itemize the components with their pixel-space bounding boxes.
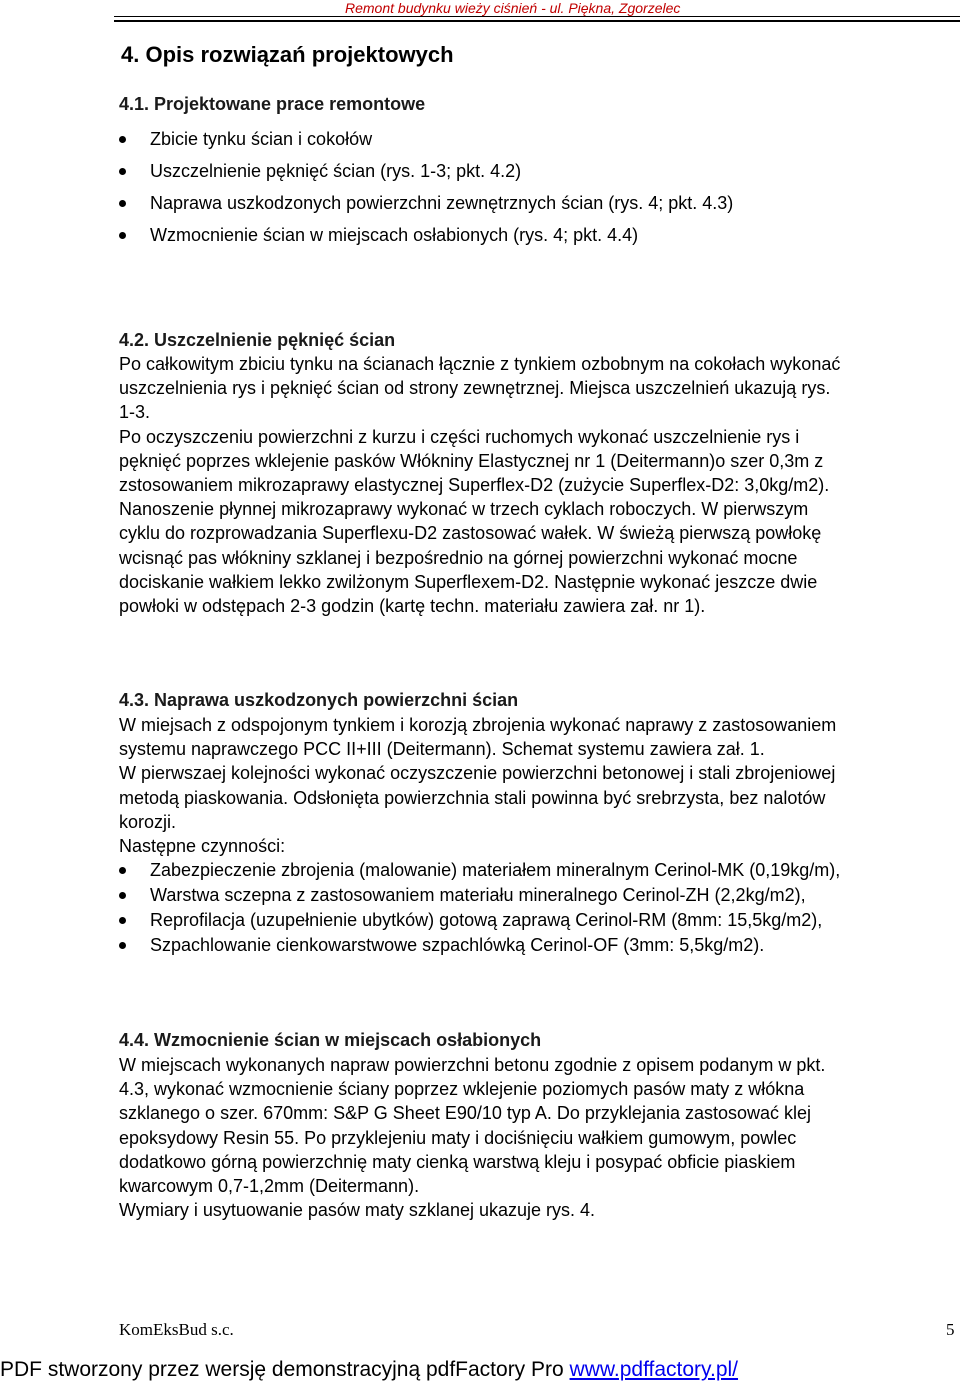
chapter-title: 4. Opis rozwiązań projektowych bbox=[121, 42, 454, 67]
bullet-icon bbox=[119, 232, 126, 239]
list-item: Szpachlowanie cienkowarstwowe szpachlówką Cerinol-OF (3mm: 5,5kg/m2). bbox=[119, 933, 960, 958]
list-item: Reprofilacja (uzupełnienie ubytków) gotową zaprawą Cerinol-RM (8mm: 15,5kg/m2), bbox=[119, 908, 960, 933]
bullet-icon bbox=[119, 892, 126, 899]
footer-page-number: 5 bbox=[946, 1320, 955, 1339]
footer-company: KomEksBud s.c. bbox=[119, 1320, 234, 1339]
section-4-4-body: W miejscach wykonanych napraw powierzchni betonu zgodnie z opisem podanym w pkt. 4.3, wykonać wzmocnienie ściany poprzez wklejenie poziomych pasów maty z włókna szklanego o szer. 670mm: S&P G Sheet E90/10 typ A. Do przyklejania zastosować klej epoksydowy Resin 55. Po przyklejeniu maty i dociśnięciu wałkiem gumowym, powlec dodatkowo górną powierzchnię maty cienką warstwą kleju i posypać obficie piaskiem kwarcowym 0,7-1,2mm (Deitermann). Wymiary i usytuowanie pasów maty szklanej ukazuje rys. 4. bbox=[119, 1055, 826, 1221]
header-rule-thin bbox=[114, 16, 960, 17]
bullet-icon bbox=[119, 867, 126, 874]
section-4-3-body: W miejsach z odspojonym tynkiem i korozją zbrojenia wykonać naprawy z zastosowaniem systemu naprawczego PCC II+III (Deitermann). Schemat systemu zawiera zał. 1. W pierwszaej kolejności wykonać oczyszczenie powierzchni betonowej i stali zbrojeniowej metodą piaskowania. Odsłonięta powierzchnia stali powinna być srebrzysta, bez nalotów korozji. Następne czynności: bbox=[119, 715, 837, 857]
section-4-4-heading: 4.4. Wzmocnienie ścian w miejscach osłabionych bbox=[119, 1030, 542, 1050]
bullet-icon bbox=[119, 942, 126, 949]
bullet-icon bbox=[119, 200, 126, 207]
bullet-icon bbox=[119, 136, 126, 143]
header-rule-thick bbox=[114, 20, 960, 22]
bullet-icon bbox=[119, 168, 126, 175]
list-item: Warstwa sczepna z zastosowaniem materiału mineralnego Cerinol-ZH (2,2kg/m2), bbox=[119, 883, 960, 908]
section-4-1-heading: 4.1. Projektowane prace remontowe bbox=[119, 94, 426, 114]
section-4-2-body: Po całkowitym zbiciu tynku na ścianach łącznie z tynkiem ozbobnym na cokołach wykonać uszczelnienia rys i pęknięć ścian od strony zewnętrznej. Miejsca uszczelnień ukazują rys. 1-3. Po oczyszczeniu powierzchni z kurzu i części ruchomych wykonać uszczelnienie rys i pęknięć poprzes wklejenie pasków Włókniny Elastycznej nr 1 (Deitermann)o szer 0,3m z zstosowaniem mikrozaprawy elastycznej Superflex-D2 (zużycie Superflex-D2: 3,0kg/m2). Nanoszenie płynnej mikrozaprawy wykonać w trzech cyklach roboczych. W pierwszym cyklu do rozprowadzania Superflexu-D2 zastosować wałek. W świeżą pierwszą powłokę wcisnąć pas włókniny szklanej i bezpośrednio na górnej powierzchni wykonać mocne dociskanie wałkiem lekko zwilżonym Superflexem-D2. Następnie wykonać jeszcze dwie powłoki w odstępach 2-3 godzin (kartę techn. materiału zawiera zał. nr 1). bbox=[119, 354, 841, 617]
list-item: Uszczelnienie pęknięć ścian (rys. 1-3; pkt. 4.2) bbox=[119, 159, 960, 191]
list-item: Naprawa uszkodzonych powierzchni zewnętrznych ścian (rys. 4; pkt. 4.3) bbox=[119, 191, 960, 223]
running-header-title: Remont budynku wieży ciśnień - ul. Piękna, Zgorzelec bbox=[345, 0, 681, 16]
section-4-3-heading: 4.3. Naprawa uszkodzonych powierzchni ścian bbox=[119, 690, 519, 710]
section-4-1-list bbox=[119, 127, 960, 255]
list-item: Zabezpieczenie zbrojenia (malowanie) materiałem mineralnym Cerinol-MK (0,19kg/m), bbox=[119, 858, 960, 883]
list-item: Zbicie tynku ścian i cokołów bbox=[119, 127, 960, 159]
section-4-3-list bbox=[119, 858, 960, 958]
section-4-2-heading: 4.2. Uszczelnienie pęknięć ścian bbox=[119, 330, 396, 350]
list-item: Wzmocnienie ścian w miejscach osłabionych (rys. 4; pkt. 4.4) bbox=[119, 223, 960, 255]
pdf-watermark bbox=[0, 1358, 738, 1382]
watermark-text: PDF stworzony przez wersję demonstracyjną pdfFactory Pro bbox=[0, 1358, 570, 1381]
bullet-icon bbox=[119, 917, 126, 924]
watermark-link[interactable]: www.pdffactory.pl/ bbox=[569, 1358, 739, 1381]
